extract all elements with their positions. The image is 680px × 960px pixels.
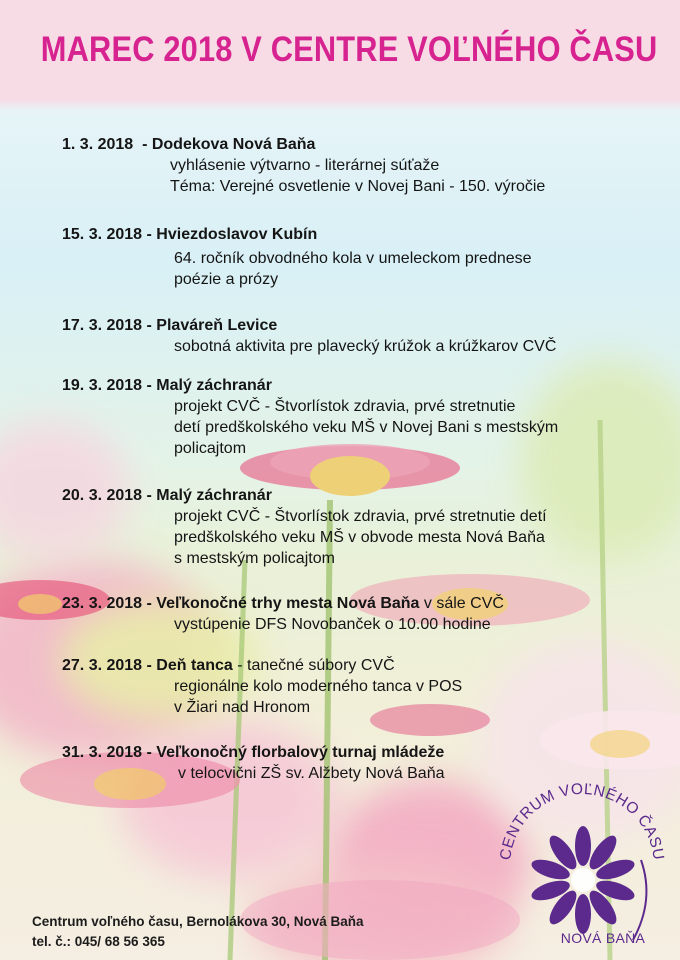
event-description-line: projekt CVČ - Štvorlístok zdravia, prvé stretnutie xyxy=(174,398,516,415)
event-date: 27. 3. 2018 xyxy=(62,657,143,674)
event-date: 20. 3. 2018 xyxy=(62,487,143,504)
event-description-line: detí predškolského veku MŠ v Novej Bani s mestským xyxy=(174,419,559,436)
event-description-line: poézie a prózy xyxy=(174,271,279,288)
footer-phone: tel. č.: 045/ 68 56 365 xyxy=(32,934,165,949)
event-title: - Plaváreň Levice xyxy=(146,317,278,334)
event-description-line: vystúpenie DFS Novobanček o 10.00 hodine xyxy=(174,616,491,633)
event-title: - Veľkonočný florbalový turnaj mládeže xyxy=(146,744,445,761)
event-item xyxy=(62,315,662,375)
event-date: 1. 3. 2018 xyxy=(62,136,134,153)
event-list xyxy=(62,134,662,787)
footer-contact xyxy=(32,912,364,952)
logo-arc-text: CENTRUM VOĽNÉHO ČASU xyxy=(497,780,667,862)
event-description-line: projekt CVČ - Štvorlístok zdravia, prvé stretnutie detí xyxy=(174,508,547,525)
event-title: - Malý záchranár xyxy=(146,377,272,394)
event-item xyxy=(62,593,662,655)
event-description-line: vyhlásenie výtvarno - literárnej súťaže xyxy=(170,157,440,174)
event-title: - Veľkonočné trhy mesta Nová Baňa xyxy=(146,595,420,612)
event-item xyxy=(62,134,662,207)
event-date: 17. 3. 2018 xyxy=(62,317,143,334)
event-description-line: s mestským policajtom xyxy=(174,550,335,567)
event-description-line: predškolského veku MŠ v obvode mesta Nová Baňa xyxy=(174,529,545,546)
event-description-line: Téma: Verejné osvetlenie v Novej Bani - 150. výročie xyxy=(170,178,546,195)
event-item xyxy=(62,485,662,593)
event-item xyxy=(62,655,662,742)
event-title: - Dodekova Nová Baňa xyxy=(142,136,316,153)
footer-address: Centrum voľného času, Bernolákova 30, Nová Baňa xyxy=(32,914,364,929)
event-description-line: v Žiari nad Hronom xyxy=(174,699,311,716)
flower-logo-icon xyxy=(529,826,646,940)
event-date: 19. 3. 2018 xyxy=(62,377,143,394)
event-date: 31. 3. 2018 xyxy=(62,744,143,761)
event-title: - Hviezdoslavov Kubín xyxy=(146,226,318,243)
page-title: MAREC 2018 V CENTRE VOĽNÉHO ČASU xyxy=(40,30,658,69)
event-date: 15. 3. 2018 xyxy=(62,226,143,243)
event-item xyxy=(62,224,662,315)
logo-name: NOVÁ BAŇA xyxy=(560,930,646,946)
event-title-suffix: - tanečné súbory CVČ xyxy=(232,657,395,674)
event-description-line: policajtom xyxy=(174,440,247,457)
event-title: - Malý záchranár xyxy=(146,487,272,504)
event-title: - Deň tanca xyxy=(146,657,233,674)
event-title-suffix: v sále CVČ xyxy=(419,595,504,612)
event-description-line: 64. ročník obvodného kola v umeleckom prednese xyxy=(174,250,532,267)
event-description-line: v telocvični ZŠ sv. Alžbety Nová Baňa xyxy=(178,765,445,782)
event-date: 23. 3. 2018 xyxy=(62,595,143,612)
event-item xyxy=(62,375,662,485)
event-description-line: sobotná aktivita pre plavecký krúžok a krúžkarov CVČ xyxy=(174,338,557,355)
event-description-line: regionálne kolo moderného tanca v POS xyxy=(174,678,463,695)
